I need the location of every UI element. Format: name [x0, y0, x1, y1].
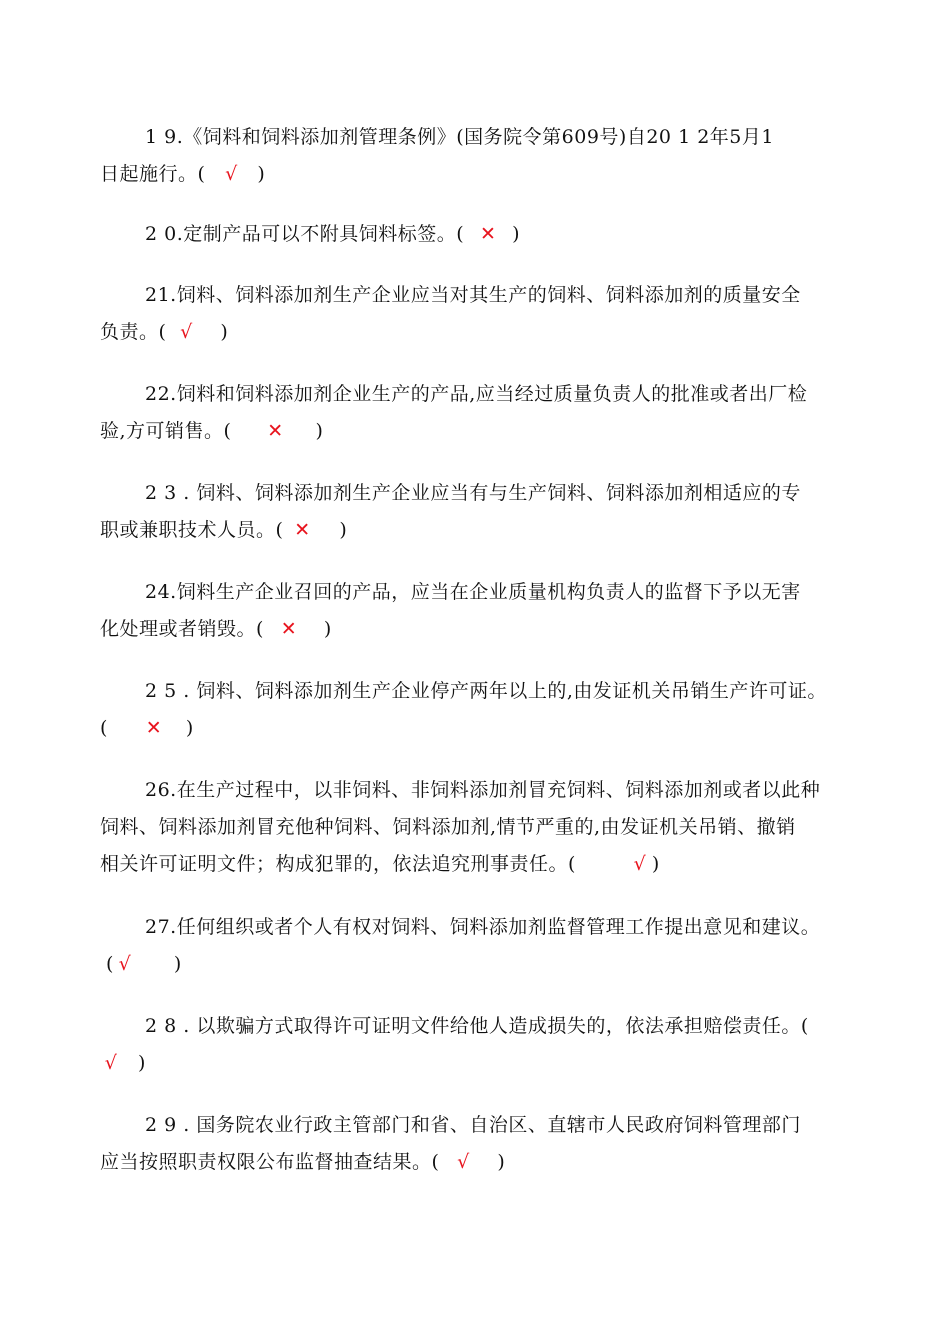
question-text: 职或兼职技术人员。( ✕ ) [100, 512, 860, 549]
question-text: 26.在生产过程中，以非饲料、非饲料添加剂冒充饲料、饲料添加剂或者以此种 [145, 779, 821, 801]
check-mark-icon: √ [633, 853, 647, 875]
question-25 [100, 673, 860, 747]
question-26 [100, 772, 860, 883]
question-text: 2 9 . 国务院农业行政主管部门和省、自治区、直辖市人民政府饲料管理部门 [145, 1114, 801, 1136]
question-text: 日起施行。( √ ) [100, 156, 860, 193]
question-23 [100, 475, 860, 549]
question-text: ( ✕ ) [100, 710, 860, 747]
question-27 [100, 909, 860, 983]
cross-mark-icon: ✕ [280, 618, 298, 640]
question-text: 饲料、饲料添加剂冒充他种饲料、饲料添加剂,情节严重的,由发证机关吊销、撤销 [100, 816, 796, 838]
question-text: 2 0.定制产品可以不附具饲料标签。( ✕ ) [100, 216, 860, 253]
question-text: 27.任何组织或者个人有权对饲料、饲料添加剂监督管理工作提出意见和建议。 [145, 916, 821, 938]
check-mark-icon: √ [118, 953, 132, 975]
question-24 [100, 574, 860, 648]
question-text: 化处理或者销毁。( ✕ ) [100, 611, 860, 648]
question-19 [100, 119, 860, 193]
question-21 [100, 277, 860, 351]
cross-mark-icon: ✕ [294, 519, 311, 541]
cross-mark-icon: ✕ [145, 717, 163, 739]
question-28 [100, 1008, 860, 1082]
check-mark-icon: √ [104, 1052, 118, 1074]
question-text: 2 5 . 饲料、饲料添加剂生产企业停产两年以上的,由发证机关吊销生产许可证。 [145, 680, 827, 702]
cross-mark-icon: ✕ [479, 223, 497, 245]
question-text: 22.饲料和饲料添加剂企业生产的产品,应当经过质量负责人的批准或者出厂检 [145, 383, 808, 405]
question-text: 应当按照职责权限公布监督抽查结果。( √ ) [100, 1144, 860, 1181]
question-text: 2 8 . 以欺骗方式取得许可证明文件给他人造成损失的，依法承担赔偿责任。( [145, 1015, 809, 1037]
check-mark-icon: √ [180, 321, 193, 343]
question-text: 验,方可销售。( ✕ ) [100, 413, 860, 450]
question-text: 24.饲料生产企业召回的产品，应当在企业质量机构负责人的监督下予以无害 [145, 581, 801, 603]
question-text: 21.饲料、饲料添加剂生产企业应当对其生产的饲料、饲料添加剂的质量安全 [145, 284, 801, 306]
check-mark-icon: √ [225, 163, 238, 185]
question-text: ( √ ) [100, 946, 860, 983]
question-text: 负责。( √ ) [100, 314, 860, 351]
question-text: 相关许可证明文件；构成犯罪的，依法追究刑事责任。( √ ) [100, 846, 860, 883]
check-mark-icon: √ [457, 1151, 470, 1173]
question-20 [100, 216, 860, 253]
question-29 [100, 1107, 860, 1181]
question-text: √ ) [100, 1045, 860, 1082]
question-text: 1 9.《饲料和饲料添加剂管理条例》(国务院令第609号)自20 1 2年5月1 [145, 126, 774, 148]
question-text: 2 3 . 饲料、饲料添加剂生产企业应当有与生产饲料、饲料添加剂相适应的专 [145, 482, 801, 504]
cross-mark-icon: ✕ [267, 420, 284, 442]
question-22 [100, 376, 860, 450]
